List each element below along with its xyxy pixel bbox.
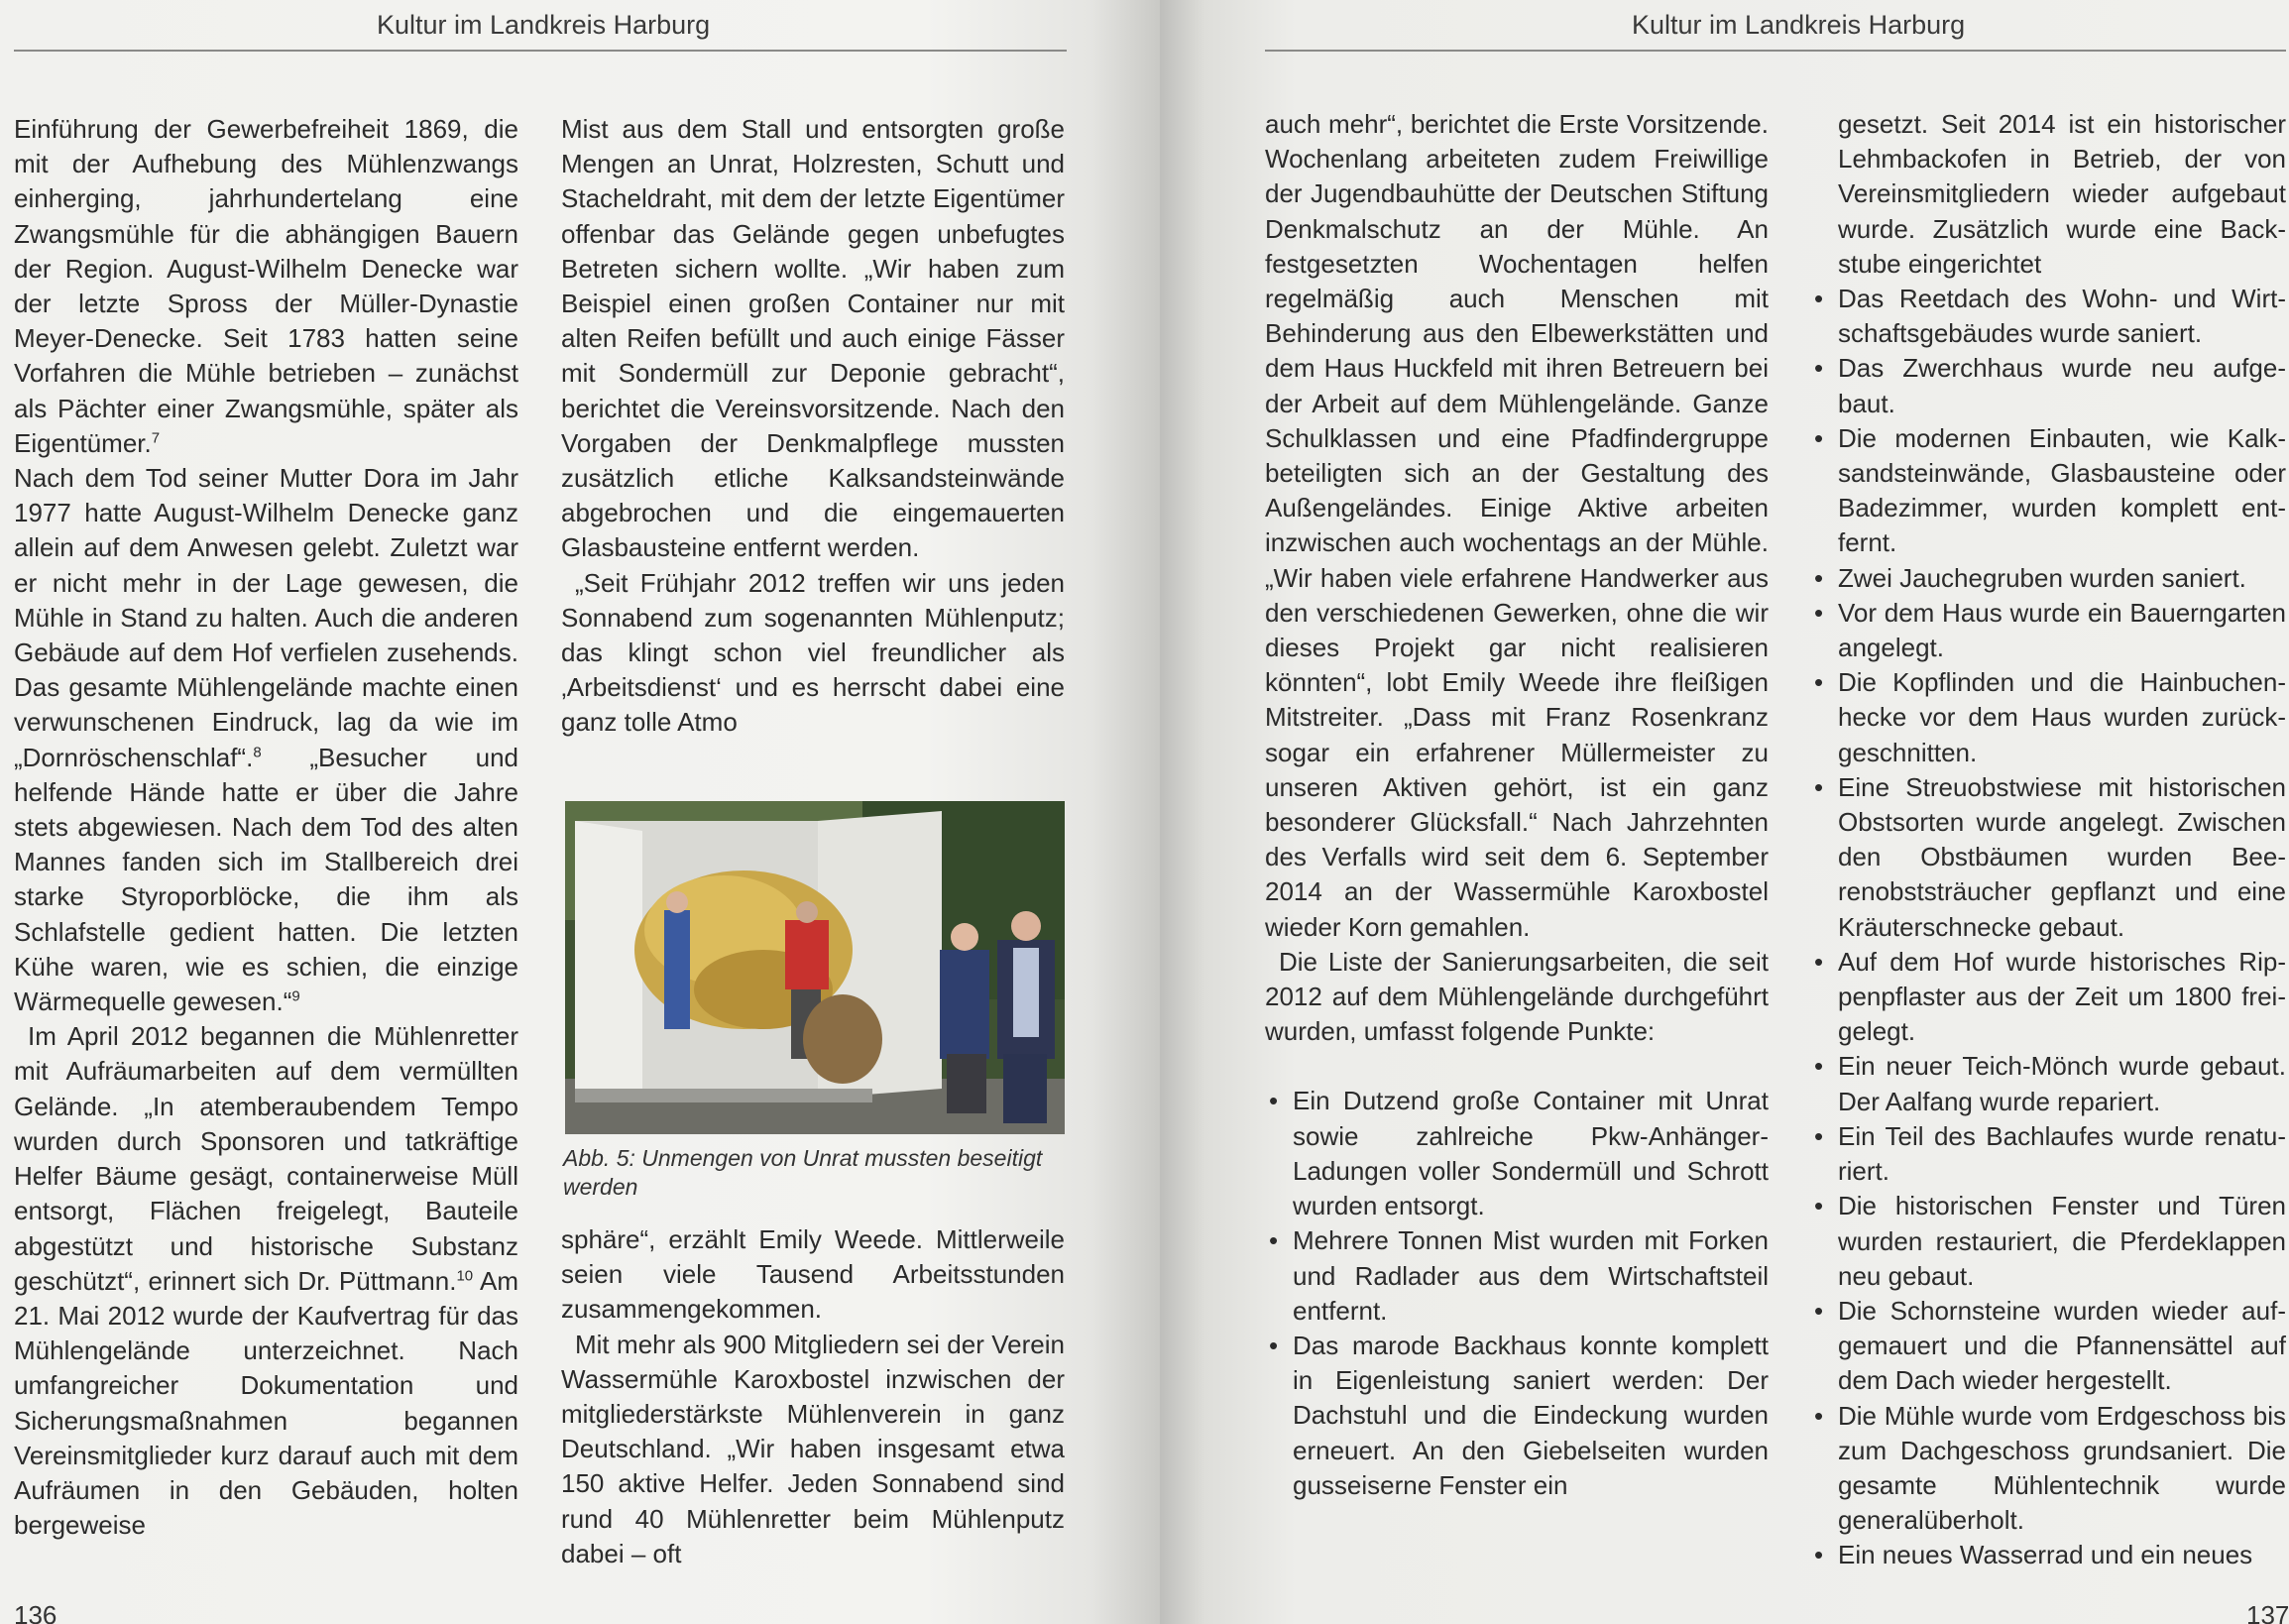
right-column-1 [1265, 107, 1769, 1503]
footnote-ref: 8 [253, 744, 262, 760]
list-item: • Die Kopflinden und die Hainbuchenhecke vor dem Haus wurden zurückgeschnitten. [1814, 667, 2286, 767]
header-rule [14, 50, 1067, 52]
photo-container-cleanup [565, 801, 1065, 1134]
paragraph: Mit mehr als 900 Mitgliedern sei der Verein Wassermühle Karoxbostel inzwischen der mitgliederstärkste Mühlenverein in ganz Deutschland. „Wir haben insgesamt etwa 150 aktive Helfer. Jeden Sonnabend sind rund 40 Mühlenretter beim Mühlenputz dabei – oft [561, 1329, 1065, 1568]
left-column-2-bottom [561, 1222, 1065, 1571]
footnote-ref: 9 [291, 987, 300, 1005]
figure-photo [565, 801, 1065, 1134]
list-item: • Zwei Jauchegruben wurden saniert. [1814, 562, 2246, 593]
paragraph: „Seit Frühjahr 2012 treffen wir uns jeden Sonnabend zum sogenannten Mühlenputz; das klingt schon viel freundlicher als ‚Arbeitsdienst‘ und es herrscht dabei eine ganz tolle Atmo [561, 567, 1065, 738]
page-number-left: 136 [14, 1600, 57, 1624]
list-item: • Ein Dutzend große Container mit Unrat sowie zahlreiche Pkw-Anhänger-Ladungen voller Sondermüll und Schrott wurden entsorgt. [1269, 1086, 1769, 1221]
list-item: • Das marode Backhaus konnte komplett in Eigenleistung saniert werden: Der Dachstuhl und die Eindeckung wurden erneuert. An den Giebelseiten wurden gusseiserne Fenster ein [1269, 1330, 1769, 1500]
paragraph: Im April 2012 begannen die Mühlenretter mit Aufräumarbeiten auf dem vermüllten Gelände. „In atemberaubendem Tempo wurden durch Sponsoren und tatkräftige Helfer Bäume gesägt, containerweise Müll entsorgt, Flächen freigelegt, Bauteile abgestützt und historische Substanz geschützt“, erinnert sich Dr. Püttmann.$^{10}$ Am 21. Mai 2012 wurde der Kaufvertrag für das Mühlengelände unterzeichnet. Nach umfangreicher Dokumentation und Sicherungsmaßnahmen begannen Vereinsmitglieder kurz darauf auch mit dem Aufräumen in den Gebäuden, holten bergeweise [14, 1021, 518, 1541]
list-item: • Die historischen Fenster und Türen wurden restauriert, die Pferdeklappen neu gebaut. [1814, 1191, 2286, 1291]
list-item: • Vor dem Haus wurde ein Bauerngarten angelegt. [1814, 597, 2286, 663]
left-column-2-top [561, 112, 1065, 741]
paragraph: Nach dem Tod seiner Mutter Dora im Jahr 1977 hatte August-Wilhelm Denecke ganz allein auf dem Anwesen gelebt. Zuletzt war er nicht mehr in der Lage gewesen, die Mühle in Stand zu halten. Auch die anderen Gebäude auf dem Hof verfielen zusehends. Das gesamte Mühlengelände machte einen verwunschenen Eindruck, lag da wie im „Dornröschenschlaf“.$^8$ „Besucher und helfende Hände hatte er über die Jahre stets abgewiesen. Nach dem Tod des alten Mannes fanden sich im Stallbereich drei starke Styroporblöcke, die ihm als Schlafstelle gedient hatten. Die letzten Kühe waren, wie es schien, die einzige Wärmequelle gewesen.“$^9$ [14, 463, 518, 1017]
running-head: Kultur im Landkreis Harburg [377, 10, 711, 40]
list-item: • Ein Teil des Bachlaufes wurde renaturiert. [1814, 1120, 2286, 1187]
list-item: • Das Zwerchhaus wurde neu aufgebaut. [1814, 353, 2286, 418]
header-rule [1265, 50, 2286, 52]
list-item: • Mehrere Tonnen Mist wurden mit Forken und Radlader aus dem Wirtschaftsteil entfernt. [1269, 1225, 1769, 1326]
paragraph: Die Liste der Sanierungsarbeiten, die seit 2012 auf dem Mühlengelände durchgeführt wurden, umfasst folgende Punkte: [1265, 946, 1769, 1047]
list-item: • Die Mühle wurde vom Erdgeschoss bis zum Dachgeschoss grundsaniert. Die gesamte Mühlentechnik wurde generalüberholt. [1814, 1400, 2286, 1536]
paragraph: Einführung der Gewerbefreiheit 1869, die mit der Aufhebung des Mühlenzwangs einherging, jahrhundertelang eine Zwangsmühle für die abhängigen Bauern der Region. August-Wilhelm Denecke war der letzte Spross der Müller-Dynastie Meyer-Denecke. Seit 1783 hatten seine Vorfahren die Mühle betrieben – zunächst als Pächter einer Zwangsmühle, später als Eigentümer.$^7$ [14, 114, 518, 458]
list-item: • Das Reetdach des Wohn- und Wirtschaftsgebäudes wurde saniert. [1814, 284, 2286, 349]
list-item: • Auf dem Hof wurde historisches Rippenpflaster aus der Zeit um 1800 freigelegt. [1814, 946, 2286, 1047]
page-number-right: 137 [2246, 1600, 2289, 1624]
paragraph: auch mehr“, berichtet die Erste Vorsitzende. Wochenlang arbeiteten zudem Freiwillige der Jugendbauhütte der Deutschen Stiftung Denkmalschutz an der Mühle. An festgesetzten Wochentagen helfen regelmäßig auch Menschen mit Behinderung aus den Elbewerkstätten und dem Haus Huckfeld mit ihren Betreuern bei der Arbeit auf dem Mühlengelände. Ganze Schulklassen und eine Pfadfindergruppe beteiligten sich an der Gestaltung des Außengeländes. Einige Aktive arbeiten inzwischen auch wochentags an der Mühle. „Wir haben viele erfahrene Handwerker aus den verschiedenen Gewerken, ohne die wir dieses Projekt gar nicht realisieren könnten“, lobt Emily Weede ihre fleißigen Mitstreiter. „Dass mit Franz Rosenkranz sogar ein erfahrener Müllermeister zu unseren Aktiven gehört, ist ein ganz besonderer Glücksfall.“ Nach Jahrzehnten des Verfalls wird seit dem 6. September 2014 an der Wassermühle Karoxbostel wieder Korn gemahlen. [1265, 109, 1769, 942]
list-item: • Die Schornsteine wurden wieder aufgemauert und die Pfannensättel auf dem Dach wieder hergestellt. [1814, 1295, 2286, 1396]
list-item: • Ein neuer Teich-Mönch wurde gebaut. Der Aalfang wurde repariert. [1814, 1051, 2286, 1116]
list-item: • Eine Streuobstwiese mit historischen Obstsorten wurde angelegt. Zwischen den Obstbäumen wurden Beerenobststräucher gepflanzt und eine Kräuterschnecke gebaut. [1814, 771, 2286, 942]
renovation-list [1265, 1084, 1769, 1502]
running-head: Kultur im Landkreis Harburg [1632, 10, 1966, 40]
renovation-list [1810, 282, 2286, 1573]
right-column-2 [1810, 107, 2286, 1573]
footnote-ref: 7 [151, 429, 161, 447]
left-column-1 [14, 112, 518, 1543]
list-item: • Ein neues Wasserrad und ein neues [1814, 1540, 2253, 1570]
paragraph: Mist aus dem Stall und entsorgten große Mengen an Unrat, Holzresten, Schutt und Stacheldraht, mit dem der letzte Eigentümer offenbar das Gelände gegen unbefugtes Betreten sichern wollte. „Wir haben zum Beispiel einen großen Container nur mit alten Reifen befüllt und auch einige Fässer mit Sondermüll zur Deponie gebracht“, berichtet die Vereinsvorsitzende. Nach den Vorgaben der Denkmalpflege mussten zusätzlich etliche Kalksandsteinwände abgebrochen und die eingemauerten Glasbausteine entfernt werden. [561, 114, 1065, 563]
right-page [1160, 0, 2289, 1624]
paragraph: sphäre“, erzählt Emily Weede. Mittlerweile seien viele Tausend Arbeitsstunden zusammengekommen. [561, 1224, 1065, 1325]
figure-caption: Abb. 5: Unmengen von Unrat mussten beseitigt werden [563, 1145, 1043, 1200]
list-item: • Die modernen Einbauten, wie Kalksandsteinwände, Glasbausteine oder Badezimmer, wurden komplett entfernt. [1814, 422, 2286, 558]
footnote-ref: 10 [456, 1267, 474, 1285]
paragraph: gesetzt. Seit 2014 ist ein historischer Lehmbackofen in Betrieb, der von Vereinsmitgliedern wieder aufgebaut wurde. Zusätzlich wurde eine Backstube eingerichtet [1838, 109, 2286, 279]
